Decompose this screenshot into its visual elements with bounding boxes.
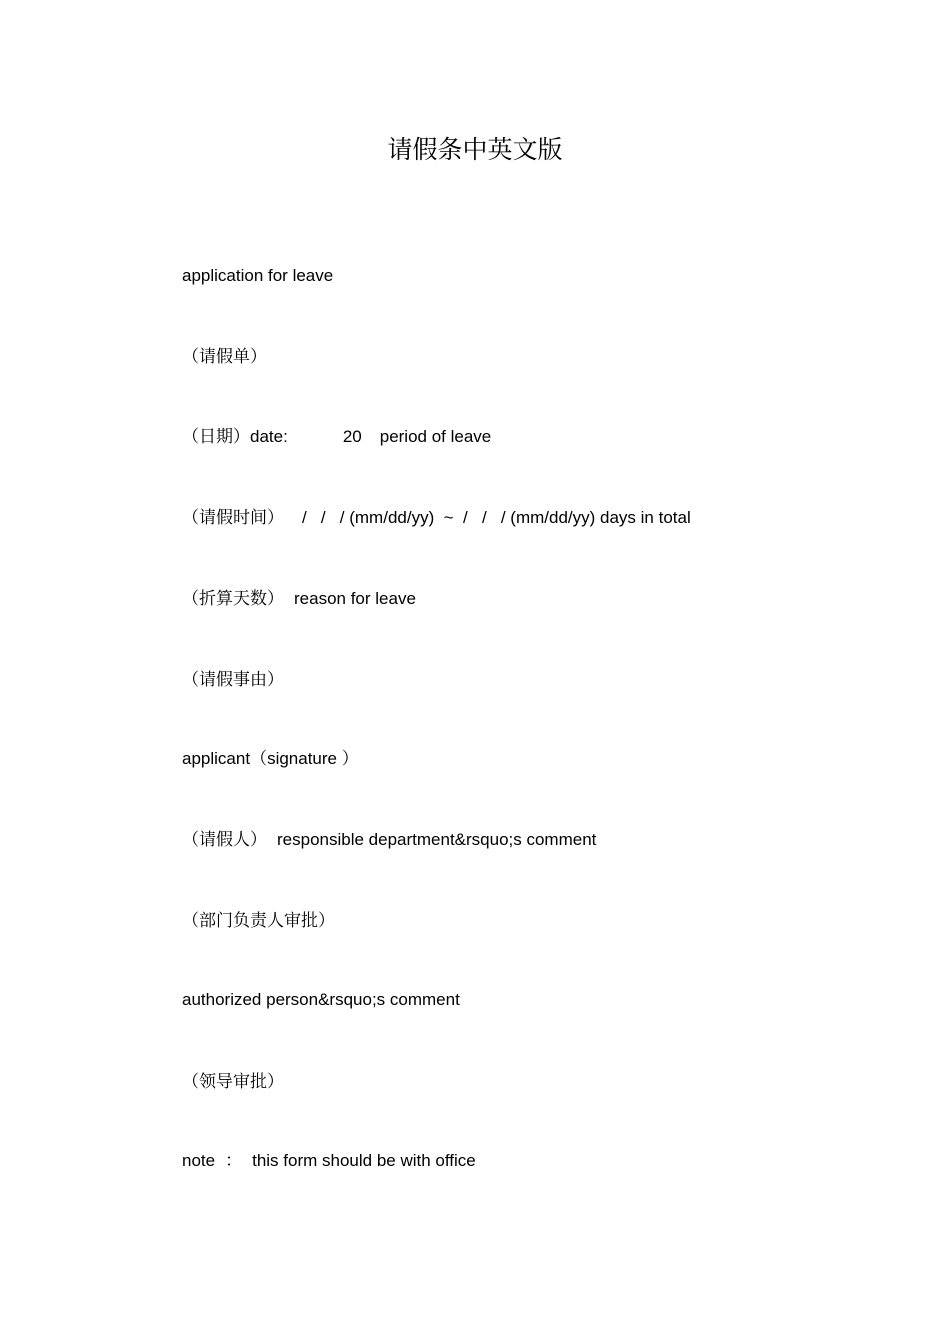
leave-period-label-cn: （请假时间） <box>182 508 284 528</box>
line-reason-cn <box>182 668 284 692</box>
department-comment-label: responsible department&rsquo;s comment <box>277 830 597 849</box>
department-approval-label-cn: （部门负责人审批） <box>182 911 335 931</box>
date-label-cn: （日期） <box>182 427 250 447</box>
line-text-cn: （请假单） <box>182 347 267 367</box>
signature-label: signature ） <box>267 749 359 768</box>
authorized-comment-label: authorized person&rsquo;s comment <box>182 990 460 1009</box>
line-leader-approval-cn <box>182 1070 284 1094</box>
applicant-label: applicant <box>182 749 251 768</box>
date-label: date: <box>250 427 288 446</box>
line-text: application for leave <box>182 266 334 285</box>
note-colon: ： <box>225 1151 243 1171</box>
reason-for-leave-label: reason for leave <box>294 589 416 608</box>
leader-approval-label-cn: （领导审批） <box>182 1072 284 1092</box>
line-leave-period <box>182 506 691 530</box>
note-label: note <box>182 1151 216 1170</box>
line-note <box>182 1149 476 1173</box>
leave-period-dates: / / / (mm/dd/yy) ~ / / / (mm/dd/yy) days in total <box>302 508 691 527</box>
line-department-approval-cn <box>182 909 335 933</box>
note-text: this form should be with office <box>252 1151 476 1170</box>
period-of-leave-label: period of leave <box>379 427 492 446</box>
line-application-for-leave <box>182 264 333 288</box>
year-prefix: 20 <box>342 427 362 446</box>
applicant-label-cn: （请假人） <box>182 830 267 850</box>
line-date <box>182 425 491 449</box>
paren-open: （ <box>250 749 268 769</box>
days-total-label-cn: （折算天数） <box>182 589 284 609</box>
line-authorized-comment <box>182 988 460 1012</box>
line-applicant-signature <box>182 747 359 771</box>
reason-label-cn: （请假事由） <box>182 670 284 690</box>
line-leave-form-cn <box>182 345 267 369</box>
line-days-total <box>182 587 416 611</box>
line-department-comment <box>182 828 596 852</box>
document-title: 请假条中英文版 <box>387 135 563 164</box>
